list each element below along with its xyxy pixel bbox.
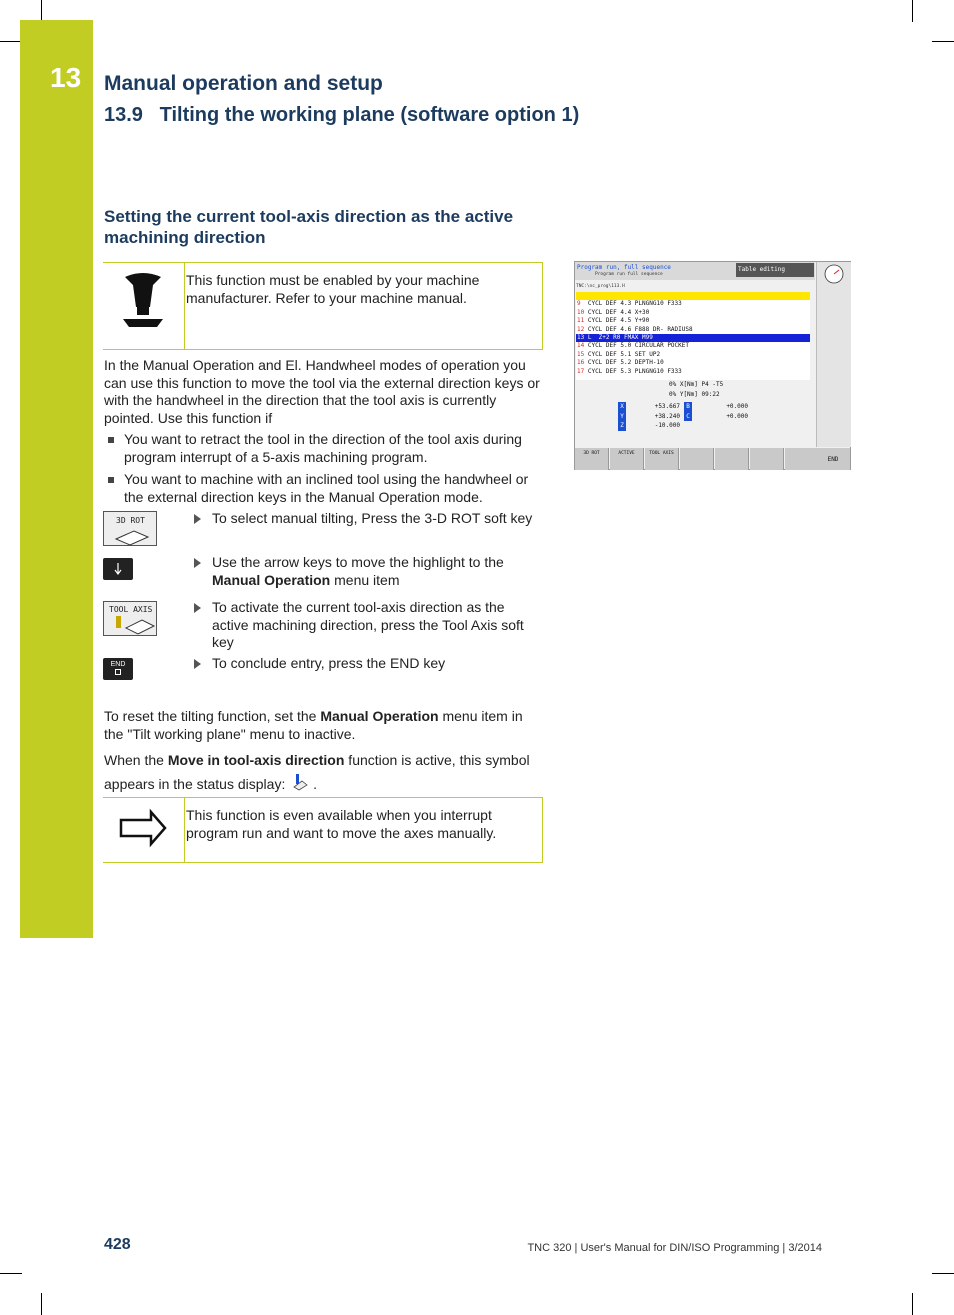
program-line: 16 CYCL DEF 5.2 DEPTH-10 <box>577 359 664 367</box>
softkey[interactable]: 3D ROT <box>575 448 609 470</box>
end-key[interactable]: END <box>103 658 133 680</box>
program-path: TNC:\nc_prog\113.H <box>576 284 625 289</box>
program-line: 17 CYCL DEF 5.3 PLNGNG10 F333 <box>577 367 682 375</box>
intro-paragraph: In the Manual Operation and El. Handwheel modes of operation you can use this function to move the tool via the external direction keys or with the handwheel in the direction that the tool axis is currently pointed. Use this function if <box>104 357 540 426</box>
arrow-down-key[interactable] <box>103 558 133 580</box>
footer-text: TNC 320 | User's Manual for DIN/ISO Programming | 3/2014 <box>527 1242 822 1254</box>
chapter-sidebar <box>20 20 93 938</box>
arrow-right-icon <box>103 798 185 862</box>
page-number: 428 <box>104 1236 131 1253</box>
crop-mark <box>932 1273 954 1274</box>
section-heading: 13.9 Tilting the working plane (software option 1) <box>104 104 580 126</box>
chapter-number: 13 <box>50 62 82 93</box>
chapter-title: Manual operation and setup <box>104 72 383 95</box>
crop-mark <box>0 1273 22 1274</box>
program-line: 15 CYCL DEF 5.1 SET UP2 <box>577 350 661 358</box>
program-line: 10 CYCL DEF 4.4 X+30 <box>577 308 650 316</box>
program-line-highlighted: 13 L Z+2 R0 FMAX M99 <box>576 334 810 342</box>
softkey[interactable] <box>715 448 749 470</box>
crop-mark <box>41 0 42 22</box>
axis-row: Z -10.000 <box>618 421 748 431</box>
note-box <box>103 262 543 350</box>
softkey-tool-axis[interactable]: TOOL AXIS <box>645 448 679 470</box>
list-item: You want to retract the tool in the direction of the tool axis during program interrupt of a 5-axis machining program. <box>104 431 544 466</box>
axis-row: X +53.667 B +0.000 <box>618 402 748 412</box>
step-item: To activate the current tool-axis direction as the active machining direction, press the Tool Axis soft key <box>192 599 542 652</box>
reset-paragraph: To reset the tilting function, set the Manual Operation menu item in the "Tilt working plane" menu to inactive. <box>104 708 523 742</box>
program-line: 14 CYCL DEF 5.0 CIRCULAR POCKET <box>577 342 689 350</box>
step-item: Use the arrow keys to move the highlight to the Manual Operation menu item <box>192 554 542 589</box>
program-line <box>576 292 810 300</box>
program-line: 11 CYCL DEF 4.5 Y+90 <box>577 317 650 325</box>
mode-sublabel: Program run full sequence <box>595 272 663 277</box>
active-paragraph: When the Move in tool-axis direction function is active, this symbol appears in the status display: . <box>104 752 530 792</box>
end-square-icon <box>115 669 121 675</box>
tool-axis-softkey[interactable]: TOOL AXIS <box>103 601 157 636</box>
step-item: To conclude entry, press the END key <box>192 655 542 673</box>
position-display <box>618 402 748 431</box>
softkey[interactable] <box>785 448 819 470</box>
page-title: Setting the current tool-axis direction as the active machining direction <box>104 207 514 247</box>
machine-tool-icon <box>103 263 185 349</box>
note-text: This function is even available when you interrupt program run and want to move the axes manually. <box>186 807 497 841</box>
screen-header <box>575 262 815 280</box>
load-readout: 0% X[Nm] P4 -T5 <box>669 381 724 388</box>
softkey[interactable] <box>680 448 714 470</box>
table-editing-label: Table editing <box>736 263 814 277</box>
softkey-end[interactable]: END <box>816 448 851 470</box>
step-item: To select manual tilting, Press the 3-D ROT soft key <box>192 510 542 528</box>
crop-mark <box>912 1293 913 1315</box>
crop-mark <box>912 0 913 22</box>
crop-mark <box>41 1293 42 1315</box>
softkey-active[interactable]: ACTIVE <box>610 448 644 470</box>
gauge-icon <box>817 262 851 286</box>
3d-rot-softkey[interactable]: 3D ROT <box>103 511 157 546</box>
arrow-down-icon <box>103 558 133 580</box>
load-readout: 0% Y[Nm] 09:22 <box>669 391 720 398</box>
note-box <box>103 797 543 863</box>
crop-mark <box>932 41 954 42</box>
tnc-screenshot <box>574 261 851 470</box>
axis-row: Y +38.240 C +0.000 <box>618 412 748 422</box>
note-text: This function must be enabled by your machine manufacturer. Refer to your machine manual. <box>186 272 480 306</box>
program-line: 9 CYCL DEF 4.3 PLNGNG10 F333 <box>577 300 682 308</box>
tool-axis-status-icon <box>289 773 309 791</box>
softkey[interactable] <box>750 448 784 470</box>
mode-label: Program run, full sequence <box>577 264 671 271</box>
program-listing <box>576 292 810 380</box>
side-softkeys <box>816 262 851 447</box>
list-item: You want to machine with an inclined tool using the handwheel or the external direction keys in the Manual Operation mode. <box>104 471 544 506</box>
crop-mark <box>0 41 22 42</box>
program-line: 12 CYCL DEF 4.6 F888 DR- RADIUS8 <box>577 325 693 333</box>
